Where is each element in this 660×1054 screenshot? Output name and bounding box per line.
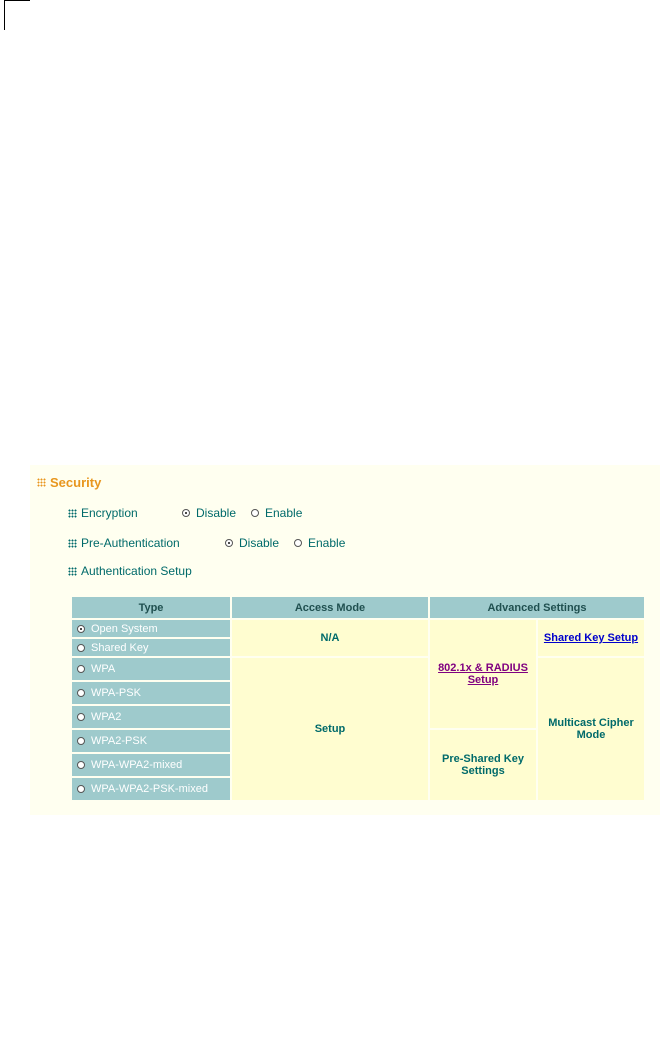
grid-bullet-icon (37, 478, 46, 487)
crop-mark-horizontal (4, 0, 30, 1)
radio-selected-icon[interactable] (182, 509, 190, 517)
type-wpa-psk[interactable] (72, 682, 230, 704)
pre-auth-label (68, 536, 180, 550)
pre-auth-enable-label: Enable (308, 536, 346, 550)
grid-bullet-icon (68, 539, 77, 548)
type-label: WPA-WPA2-mixed (91, 759, 183, 771)
shared-key-cell (538, 620, 644, 656)
encryption-disable-radio[interactable] (182, 506, 236, 520)
type-wpa-wpa2-mixed[interactable] (72, 754, 230, 776)
type-label: WPA-PSK (91, 687, 141, 699)
column-header-type: Type (72, 597, 230, 618)
type-open-system[interactable] (72, 620, 230, 637)
type-label: Shared Key (91, 641, 149, 654)
column-header-advanced-settings: Advanced Settings (430, 597, 644, 618)
security-panel (30, 465, 660, 815)
pre-auth-enable-radio[interactable] (294, 536, 345, 550)
encryption-disable-label: Disable (196, 506, 237, 520)
auth-setup-label (68, 564, 192, 578)
crop-mark (0, 0, 30, 30)
type-label: WPA2-PSK (91, 735, 148, 747)
multicast-cipher-text: Multicast Cipher Mode (548, 717, 634, 741)
column-header-access-mode: Access Mode (232, 597, 428, 618)
grid-bullet-icon (68, 567, 77, 576)
radio-unselected-icon[interactable] (77, 644, 85, 652)
encryption-label-text: Encryption (81, 506, 138, 520)
setup-text: Setup (314, 723, 346, 735)
radio-unselected-icon[interactable] (251, 509, 259, 517)
psk-settings-text: Pre-Shared Key Settings (442, 753, 524, 777)
type-label: Open System (91, 622, 158, 635)
type-label: WPA-WPA2-PSK-mixed (91, 783, 208, 795)
radio-unselected-icon[interactable] (77, 785, 85, 793)
encryption-label (68, 506, 138, 520)
authentication-table (70, 595, 646, 802)
radio-unselected-icon[interactable] (294, 539, 302, 547)
radio-unselected-icon[interactable] (77, 737, 85, 745)
access-mode-na (232, 620, 428, 656)
radio-unselected-icon[interactable] (77, 689, 85, 697)
type-wpa2[interactable] (72, 706, 230, 728)
type-label: WPA2 (91, 711, 122, 723)
crop-mark-vertical (4, 0, 5, 30)
type-label: WPA (91, 663, 116, 675)
pre-auth-label-text: Pre-Authentication (81, 536, 180, 550)
multicast-cell (538, 658, 644, 800)
encryption-enable-label: Enable (265, 506, 303, 520)
radio-selected-icon[interactable] (225, 539, 233, 547)
shared-key-setup-link[interactable]: Shared Key Setup (543, 632, 639, 644)
type-wpa-wpa2-psk-mixed[interactable] (72, 778, 230, 800)
access-mode-setup (232, 658, 428, 800)
radio-unselected-icon[interactable] (77, 761, 85, 769)
type-shared-key[interactable] (72, 639, 230, 656)
radio-selected-icon[interactable] (77, 625, 85, 633)
psk-cell (430, 730, 536, 800)
type-wpa[interactable] (72, 658, 230, 680)
na-text: N/A (320, 632, 340, 644)
radio-unselected-icon[interactable] (77, 665, 85, 673)
radius-cell (430, 620, 536, 728)
radio-unselected-icon[interactable] (77, 713, 85, 721)
encryption-enable-radio[interactable] (251, 506, 302, 520)
security-title-text: Security (50, 475, 102, 490)
security-title (37, 475, 101, 490)
radius-setup-link[interactable]: 802.1x & RADIUS Setup (438, 662, 528, 686)
auth-setup-label-text: Authentication Setup (81, 564, 192, 578)
grid-bullet-icon (68, 509, 77, 518)
pre-auth-disable-radio[interactable] (225, 536, 279, 550)
type-wpa2-psk[interactable] (72, 730, 230, 752)
pre-auth-disable-label: Disable (239, 536, 280, 550)
